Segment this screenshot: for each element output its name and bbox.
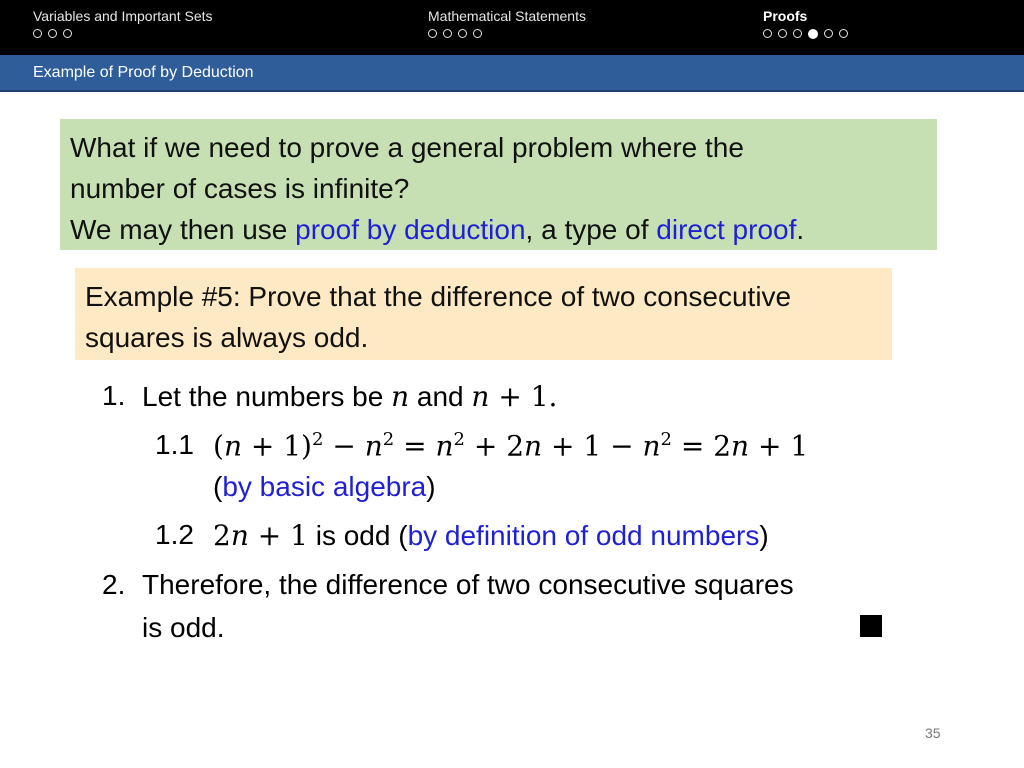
example-line-1: Example #5: Prove that the difference of two consecutive (85, 281, 792, 312)
example-box (75, 268, 892, 360)
nav-dots (428, 29, 586, 38)
step-2-line-2: is odd. (142, 612, 225, 643)
math-2n-plus-1: 2n + 1 (213, 519, 308, 552)
intro-line-3 (70, 209, 927, 250)
slide-dot-icon[interactable] (473, 29, 482, 38)
proof-step-1-2 (155, 519, 769, 552)
step-number: 1.1 (155, 429, 194, 460)
intro-line-2: number of cases is infinite? (70, 173, 410, 204)
proof-step-1-1-reason: (by basic algebra) (213, 471, 436, 502)
step-number: 2. (102, 569, 126, 600)
slide-dot-icon[interactable] (63, 29, 72, 38)
nav-section-variables[interactable] (33, 8, 213, 38)
page-number: 35 (925, 725, 941, 741)
frame-title-bar (0, 55, 1024, 92)
math-n: n (391, 380, 410, 413)
frame-title: Example of Proof by Deduction (33, 64, 254, 81)
reason-basic-algebra: by basic algebra (222, 471, 427, 502)
slide-dot-icon[interactable] (824, 29, 833, 38)
proof-step-1 (102, 380, 558, 413)
example-line-2: squares is always odd. (85, 322, 369, 353)
slide-dot-icon[interactable] (839, 29, 848, 38)
slide-dot-icon[interactable] (428, 29, 437, 38)
nav-dots (33, 29, 213, 38)
nav-section-title-active[interactable]: Proofs (763, 8, 808, 24)
step-2-line-1: Therefore, the difference of two consecutive squares (142, 569, 794, 600)
current-slide-dot-icon[interactable] (808, 29, 818, 39)
intro-text: We may then use (70, 214, 296, 245)
step-1-2-text: is odd ( (315, 520, 408, 551)
step-number: 1. (102, 380, 126, 411)
nav-section-statements[interactable] (428, 8, 586, 38)
step-1-and: and (416, 381, 464, 412)
slide-dot-icon[interactable] (443, 29, 452, 38)
intro-box (60, 119, 937, 250)
slide-dot-icon[interactable] (778, 29, 787, 38)
reason-odd-definition: by definition of odd numbers (407, 520, 760, 551)
step-text: 2n + 1 is odd (by definition of odd numbers) (213, 519, 769, 552)
proof-step-2 (102, 569, 794, 601)
intro-text: . (796, 214, 805, 245)
nav-section-title[interactable]: Variables and Important Sets (33, 8, 213, 24)
intro-line-1: What if we need to prove a general problem where the (70, 132, 744, 163)
qed-square-icon (860, 615, 882, 637)
section-navigation-bar (0, 0, 1024, 55)
direct-proof-term: direct proof (656, 214, 797, 245)
slide-dot-icon[interactable] (33, 29, 42, 38)
slide-dot-icon[interactable] (763, 29, 772, 38)
nav-section-title[interactable]: Mathematical Statements (428, 8, 586, 24)
slide-dot-icon[interactable] (793, 29, 802, 38)
step-number: 1.2 (155, 519, 194, 550)
slide-dot-icon[interactable] (48, 29, 57, 38)
intro-text: , a type of (525, 214, 657, 245)
proof-step-1-1 (155, 429, 809, 463)
step-1-text: Let the numbers be (142, 381, 384, 412)
step-text (142, 380, 557, 413)
slide-dot-icon[interactable] (458, 29, 467, 38)
algebra-equation: $(n + 1)^2 - n^2 = n^2 + 2n + 1 - n^2 = 2n + 1$ (213, 429, 809, 463)
nav-dots (763, 29, 848, 39)
nav-section-proofs[interactable] (763, 8, 848, 39)
proof-by-deduction-term: proof by deduction (295, 214, 526, 245)
math-n-plus-1: n + 1. (471, 380, 558, 413)
